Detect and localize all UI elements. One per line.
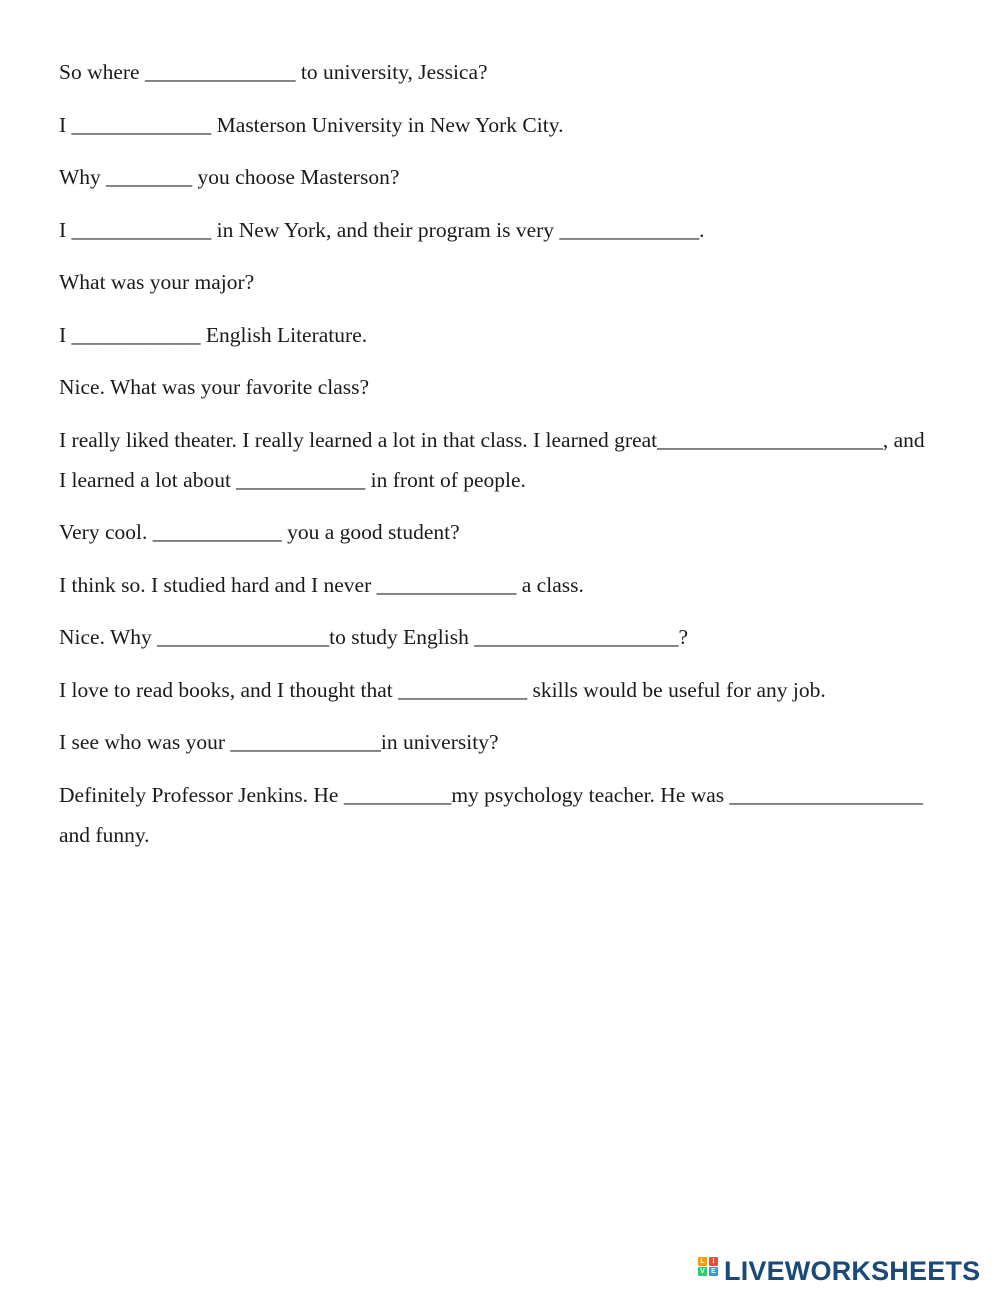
- dialogue-line: So where ______________ to university, Jessica?: [59, 60, 488, 84]
- logo-text: LIVEWORKSHEETS: [724, 1256, 981, 1286]
- dialogue-line: I ____________ English Literature.: [59, 322, 368, 347]
- dialogue-line: Very cool. ____________ you a good student?: [59, 520, 460, 544]
- logo-mark-letter: I: [709, 1257, 718, 1266]
- logo-mark-letter: L: [698, 1257, 707, 1266]
- logo-mark-letter: V: [698, 1267, 707, 1276]
- logo-mark-letter: E: [709, 1267, 718, 1276]
- dialogue-line: Nice. Why ________________to study English ___________________?: [59, 625, 689, 649]
- liveworksheets-logo: [698, 1253, 980, 1289]
- dialogue-line: Nice. What was your favorite class?: [59, 375, 370, 399]
- dialogue-line: Definitely Professor Jenkins. He __________my psychology teacher. He was __________________ and funny.: [59, 782, 924, 847]
- dialogue-line: I really liked theater. I really learned a lot in that class. I learned great_____________________, and I learned a lot about ____________ in front of people.: [59, 427, 925, 492]
- logo-mark-icon: [698, 1257, 720, 1285]
- dialogue-line: I _____________ in New York, and their program is very _____________.: [59, 217, 705, 242]
- worksheet-body: [59, 52, 984, 867]
- dialogue-line: I see who was your ______________in university?: [59, 730, 499, 754]
- dialogue-line: I think so. I studied hard and I never _____________ a class.: [59, 572, 584, 597]
- dialogue-line: What was your major?: [59, 270, 255, 294]
- dialogue-line: Why ________ you choose Masterson?: [59, 165, 400, 189]
- dialogue-line: I love to read books, and I thought that ____________ skills would be useful for any job.: [59, 677, 826, 702]
- dialogue-line: I _____________ Masterson University in New York City.: [59, 112, 564, 137]
